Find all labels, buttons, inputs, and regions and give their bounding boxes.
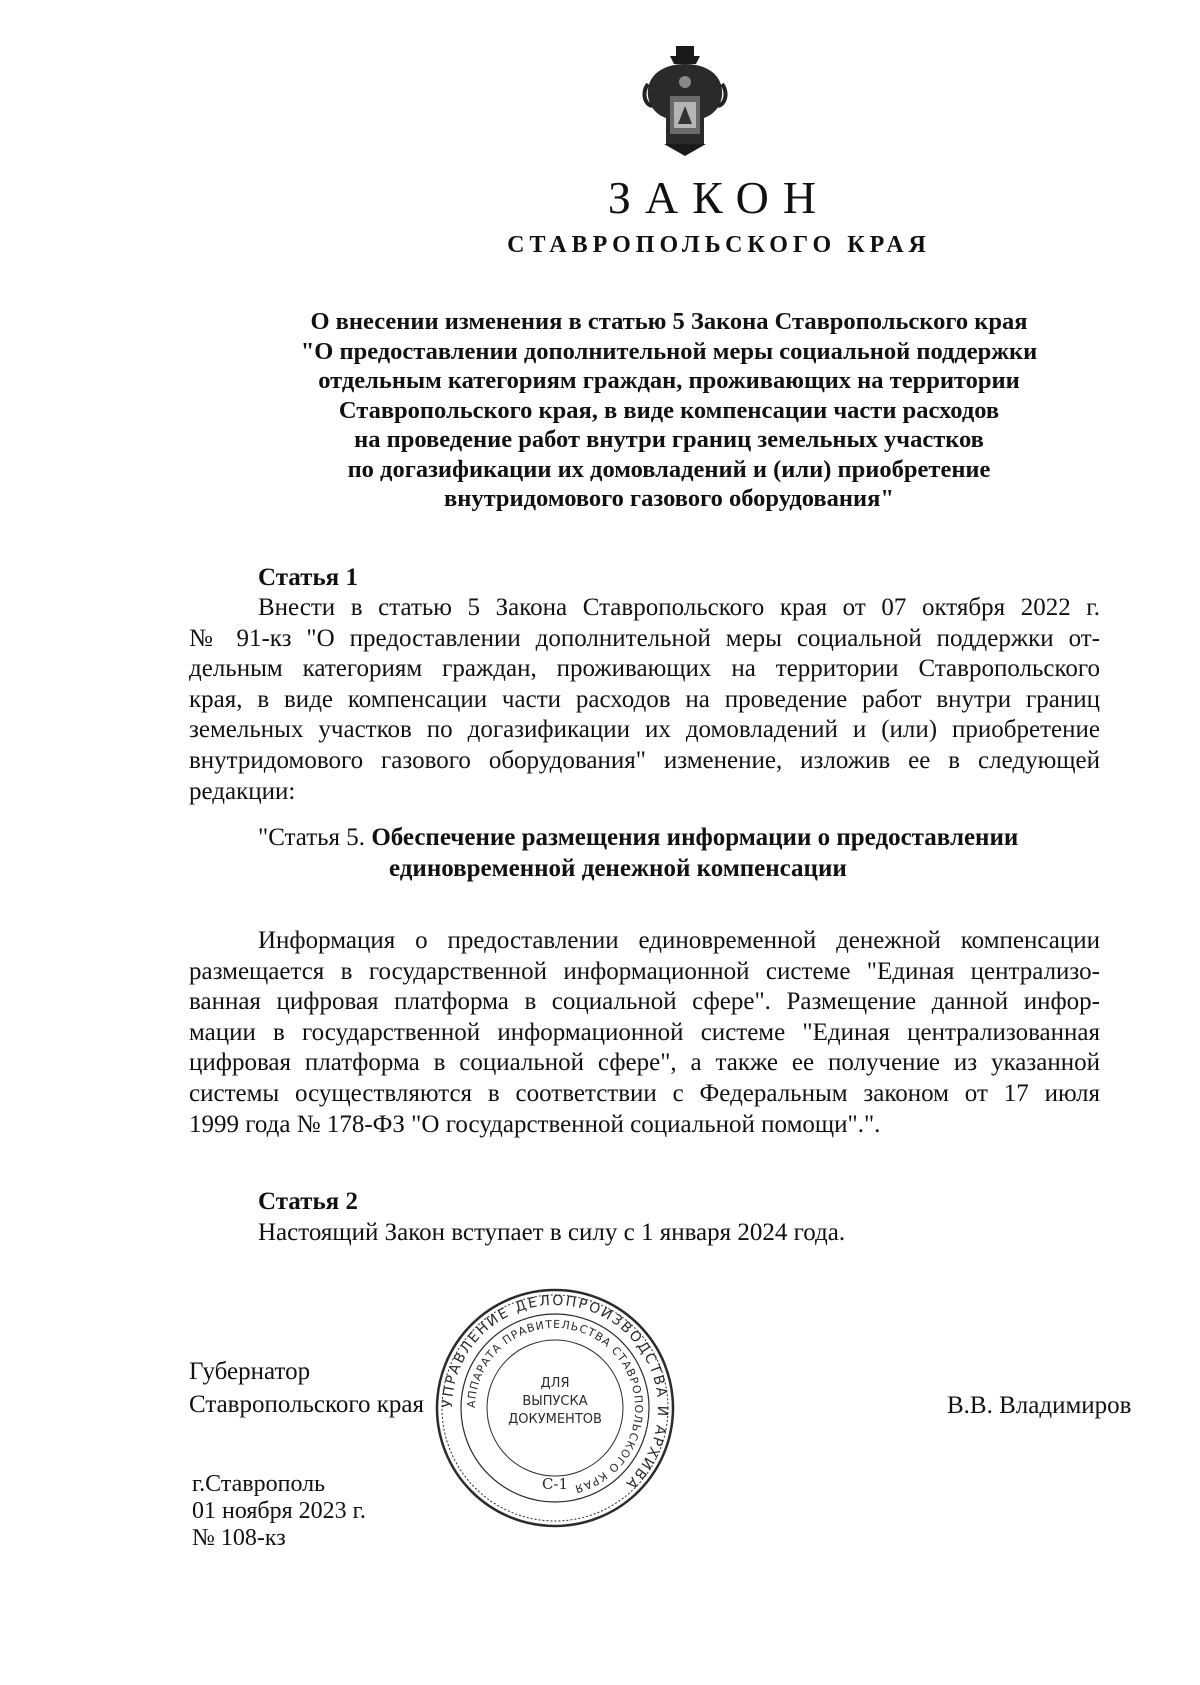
- signatory-name: В.В. Владимиров: [947, 1392, 1132, 1419]
- law-title-line: Ставропольского края, в виде компенсации части расходов: [338, 396, 1000, 424]
- quoted-article-text: [189, 926, 1100, 1140]
- law-title-line: О внесении изменения в статью 5 Закона Ставропольского края: [310, 308, 1028, 335]
- body-line: края, в виде компенсации части расходов на проведение работ внутри границ: [189, 685, 1100, 713]
- law-number: № 108-кз: [192, 1525, 286, 1551]
- article-1-text: [189, 593, 1100, 807]
- article-1-heading: Статья 1: [258, 564, 358, 591]
- law-title-line: на проведение работ внутри границ земельных участков: [354, 426, 984, 453]
- issuing-region: СТАВРОПОЛЬСКОГО КРАЯ: [507, 232, 931, 258]
- quoted-article-number: "Статья 5.: [258, 824, 366, 851]
- law-title-line: внутридомового газового оборудования": [443, 485, 895, 512]
- body-line: земельных участков по догазификации их домовладений и (или) приобретение: [189, 716, 1100, 744]
- signatory-position: [189, 1355, 424, 1421]
- stamp-center-line: ДЛЯ: [540, 1376, 570, 1391]
- stamp-center-line: ВЫПУСКА: [522, 1394, 588, 1409]
- body-line: мации в государственной информационной системе "Единая централизованная: [189, 1018, 1100, 1046]
- article-2-heading: Статья 2: [258, 1188, 358, 1215]
- stamp-inner-text: АППАРАТА ПРАВИТЕЛЬСТВА СТАВРОПОЛЬСКОГО КРАЯ: [464, 1317, 646, 1496]
- quoted-article-heading: [258, 822, 1019, 882]
- signatory-region: Ставропольского края: [189, 1391, 424, 1418]
- law-title-line: по догазификации их домовладений и (или) приобретение: [347, 455, 991, 483]
- signatory-title: Губернатор: [189, 1358, 311, 1385]
- body-line: внутридомового газового оборудования" изменение, изложив ее в следующей: [189, 746, 1100, 774]
- body-line: системы осуществляются в соответствии с Федеральным законом от 17 июля: [189, 1079, 1100, 1107]
- official-seal-stamp: [430, 1283, 680, 1533]
- law-title-line: "О предоставлении дополнительной меры социальной поддержки: [300, 337, 1038, 365]
- quoted-article-title-cont: единовременной денежной компенсации: [389, 855, 847, 882]
- body-line: № 91-кз "О предоставлении дополнительной меры социальной поддержки от-: [189, 624, 1100, 652]
- body-line: цифровая платформа в социальной сфере", а также ее получение из указанной: [189, 1049, 1100, 1077]
- stamp-code: С-1: [541, 1475, 569, 1493]
- stamp-outer-text: УПРАВЛЕНИЕ ДЕЛОПРОИЗВОДСТВА И АРХИВА: [439, 1292, 671, 1493]
- law-title: [238, 307, 1100, 514]
- body-line: Настоящий Закон вступает в силу с 1 января 2024 года.: [258, 1219, 846, 1246]
- body-line: дельным категориям граждан, проживающих на территории Ставропольского: [189, 655, 1100, 683]
- stavropol-coat-of-arms-icon: [642, 44, 728, 158]
- place-date-number: [192, 1471, 366, 1552]
- document-type-title: ЗАКОН: [607, 172, 831, 223]
- body-line: ванная цифровая платформа в социальной сфере". Размещение данной инфор-: [189, 988, 1100, 1016]
- stamp-center-line: ДОКУМЕНТОВ: [508, 1412, 602, 1427]
- signing-city: г.Ставрополь: [192, 1471, 326, 1497]
- body-line: редакции:: [189, 777, 296, 805]
- quoted-article-title: Обеспечение размещения информации о предоставлении: [371, 824, 1019, 851]
- signing-date: 01 ноября 2023 г.: [192, 1498, 366, 1524]
- body-line: 1999 года № 178-ФЗ "О государственной социальной помощи".".: [189, 1110, 881, 1138]
- body-line: Информация о предоставлении единовременной денежной компенсации: [258, 927, 1100, 954]
- body-line: Внести в статью 5 Закона Ставропольского края от 07 октября 2022 г.: [258, 594, 1100, 621]
- article-2-text: [258, 1218, 1058, 1249]
- body-line: размещается в государственной информационной системе "Единая централизо-: [189, 957, 1100, 985]
- law-title-line: отдельным категориям граждан, проживающих на территории: [318, 367, 1020, 394]
